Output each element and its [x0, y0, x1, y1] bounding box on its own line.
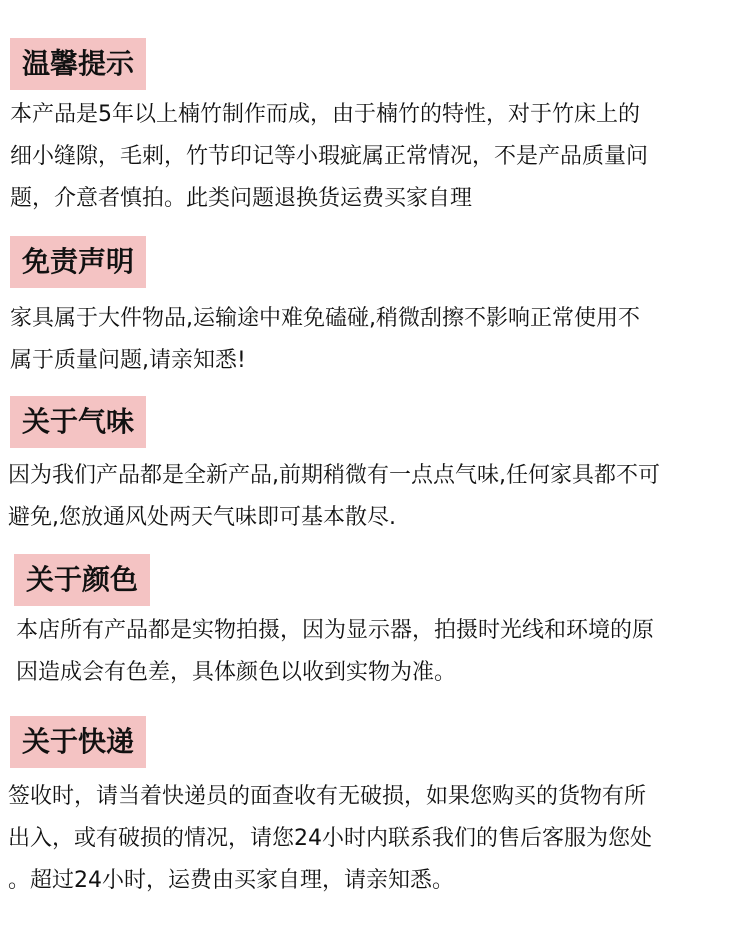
section-body	[10, 298, 640, 382]
body-line: 因造成会有色差，具体颜色以收到实物为准。	[16, 660, 457, 685]
section-body	[16, 610, 654, 694]
body-line: 细小缝隙，毛刺，竹节印记等小瑕疵属正常情况，不是产品质量问	[10, 144, 649, 169]
body-line: 出入，或有破损的情况，请您24小时内联系我们的售后客服为您处	[8, 826, 652, 851]
body-line: 签收时，请当着快递员的面查收有无破损，如果您购买的货物有所	[8, 784, 647, 809]
body-line: 避免,您放通风处两天气味即可基本散尽.	[8, 505, 396, 530]
section-title: 温馨提示	[10, 38, 146, 90]
body-line: 家具属于大件物品,运输途中难免磕碰,稍微刮擦不影响正常使用不	[10, 306, 640, 331]
body-line: 属于质量问题,请亲知悉!	[10, 348, 246, 373]
section-title: 关于快递	[10, 716, 146, 768]
section-body	[8, 776, 652, 902]
body-line: 本店所有产品都是实物拍摄，因为显示器，拍摄时光线和环境的原	[16, 618, 655, 643]
body-line: 因为我们产品都是全新产品,前期稍微有一点点气味,任何家具都不可	[8, 463, 660, 488]
body-line: 本产品是5年以上楠竹制作而成，由于楠竹的特性，对于竹床上的	[10, 102, 640, 127]
section-title: 关于颜色	[14, 554, 150, 606]
body-line: 。超过24小时，运费由买家自理，请亲知悉。	[8, 868, 454, 893]
section-body	[10, 94, 648, 220]
section-title: 免责声明	[10, 236, 146, 288]
body-line: 题，介意者慎拍。此类问题退换货运费买家自理	[10, 186, 473, 211]
section-body	[8, 455, 660, 539]
section-title: 关于气味	[10, 396, 146, 448]
